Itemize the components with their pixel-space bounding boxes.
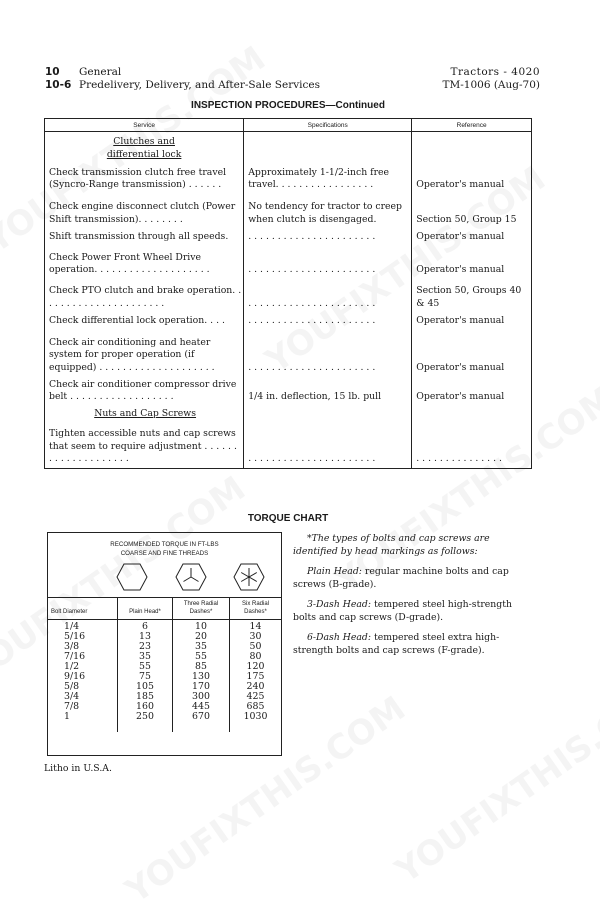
cell-six-dash: 80 bbox=[230, 652, 282, 662]
cell-bolt-diameter: 1/2 bbox=[64, 661, 80, 672]
col-header-bolt-diameter: Bolt Diameter bbox=[48, 598, 118, 620]
cell-bolt-diameter: 3/8 bbox=[64, 641, 80, 652]
cell-ref: Section 50, Groups 40 & 45 bbox=[412, 277, 532, 311]
cell-ref: Section 50, Group 15 bbox=[412, 192, 532, 227]
cell-service: Check PTO clutch and brake operation. . . . . . . . . . . . . . . . . . . . . . bbox=[45, 277, 244, 311]
torque-chart bbox=[47, 532, 282, 756]
page-header-right bbox=[442, 66, 540, 92]
footer-litho: Litho in U.S.A. bbox=[44, 763, 112, 774]
cell-spec: . . . . . . . . . . . . . . . . . . . . . . bbox=[244, 420, 412, 468]
table-row bbox=[45, 192, 532, 227]
inspection-table bbox=[44, 118, 532, 469]
cell-three-dash: 10 bbox=[173, 620, 230, 633]
cell-ref: Operator's manual bbox=[412, 374, 532, 404]
cell-bolt-diameter: 7/8 bbox=[64, 701, 80, 712]
cell-service: Check Power Front Wheel Drive operation. . . . . . . . . . . . . . . . . . . . bbox=[45, 243, 244, 277]
col-header-specifications: Specifications bbox=[244, 119, 412, 132]
cell-three-dash: 20 bbox=[173, 632, 230, 642]
subhead-clutches: Clutches and differential lock bbox=[45, 132, 244, 162]
cell-plain-head: 23 bbox=[118, 642, 173, 652]
cell-service: Check air conditioning and heater system for proper operation (if equipped) . . . . . . . . . . . . . . . . . . . . bbox=[45, 327, 244, 374]
cell-plain-head: 6 bbox=[118, 620, 173, 633]
cell-plain-head: 250 bbox=[118, 712, 173, 722]
cell-plain-head: 75 bbox=[118, 672, 173, 682]
cell-six-dash: 50 bbox=[230, 642, 282, 652]
inspection-title: INSPECTION PROCEDURES—Continued bbox=[191, 100, 385, 111]
cell-six-dash: 685 bbox=[230, 702, 282, 712]
note-plain-head: Plain Head: regular machine bolts and cap screws (B-grade). bbox=[293, 566, 509, 590]
col-header-plain-head: Plain Head* bbox=[118, 598, 173, 620]
section-name: General bbox=[79, 66, 122, 78]
cell-spec: Approximately 1-1/2-inch free travel. . . . . . . . . . . . . . . . . bbox=[244, 161, 412, 192]
table-row bbox=[45, 243, 532, 277]
cell-six-dash: 240 bbox=[230, 682, 282, 692]
torque-box-title-line2: COARSE AND FINE THREADS bbox=[120, 550, 209, 557]
table-row bbox=[45, 327, 532, 374]
cell-six-dash: 120 bbox=[230, 662, 282, 672]
cell-spec: . . . . . . . . . . . . . . . . . . . . . . bbox=[244, 277, 412, 311]
cell-three-dash: 85 bbox=[173, 662, 230, 672]
cell-service: Shift transmission through all speeds. bbox=[45, 226, 244, 243]
cell-spec: . . . . . . . . . . . . . . . . . . . . . . bbox=[244, 226, 412, 243]
torque-box-title-line1: RECOMMENDED TORQUE IN FT-LBS bbox=[110, 541, 219, 548]
cell-six-dash: 30 bbox=[230, 632, 282, 642]
torque-box-title bbox=[48, 540, 281, 558]
cell-three-dash: 170 bbox=[173, 682, 230, 692]
six-dash-head-icon bbox=[233, 563, 265, 591]
cell-six-dash: 1030 bbox=[230, 712, 282, 722]
subsection-name: Predelivery, Delivery, and After-Sale Services bbox=[79, 79, 320, 91]
cell-plain-head: 55 bbox=[118, 662, 173, 672]
page-header-left bbox=[45, 66, 320, 92]
page-sub-number: 10-6 bbox=[45, 79, 72, 91]
table-row bbox=[48, 632, 281, 642]
torque-table bbox=[48, 597, 281, 732]
cell-ref: . . . . . . . . . . . . . . . bbox=[412, 420, 532, 468]
bolt-head-icons bbox=[48, 558, 281, 594]
col-header-reference: Reference bbox=[412, 119, 532, 132]
cell-three-dash: 35 bbox=[173, 642, 230, 652]
notes-intro: *The types of bolts and cap screws are identified by head markings as follows: bbox=[293, 533, 490, 557]
cell-six-dash: 425 bbox=[230, 692, 282, 702]
cell-bolt-diameter: 5/8 bbox=[64, 681, 80, 692]
watermark bbox=[388, 669, 600, 892]
table-row bbox=[45, 404, 532, 421]
cell-ref: Operator's manual bbox=[412, 327, 532, 374]
table-row bbox=[45, 420, 532, 468]
cell-service: Check transmission clutch free travel (Syncro-Range transmission) . . . . . . bbox=[45, 161, 244, 192]
cell-ref: Operator's manual bbox=[412, 161, 532, 192]
cell-bolt-diameter: 1/4 bbox=[64, 621, 80, 632]
bolt-type-notes bbox=[293, 533, 531, 665]
cell-plain-head: 105 bbox=[118, 682, 173, 692]
table-row bbox=[48, 712, 281, 722]
cell-spec: . . . . . . . . . . . . . . . . . . . . . . bbox=[244, 310, 412, 327]
manual-id: TM-1006 (Aug-70) bbox=[442, 79, 540, 91]
cell-spec: . . . . . . . . . . . . . . . . . . . . . . bbox=[244, 243, 412, 277]
three-dash-head-icon bbox=[175, 563, 207, 591]
cell-three-dash: 300 bbox=[173, 692, 230, 702]
page-number: 10 bbox=[45, 66, 60, 78]
table-row bbox=[45, 310, 532, 327]
cell-bolt-diameter: 3/4 bbox=[64, 691, 80, 702]
cell-ref: Operator's manual bbox=[412, 310, 532, 327]
col-header-service: Service bbox=[45, 119, 244, 132]
cell-three-dash: 670 bbox=[173, 712, 230, 722]
cell-plain-head: 35 bbox=[118, 652, 173, 662]
col-header-three-dash: Three Radial Dashes* bbox=[173, 598, 230, 620]
cell-service: Check engine disconnect clutch (Power Shift transmission). . . . . . . . bbox=[45, 192, 244, 227]
cell-bolt-diameter: 5/16 bbox=[64, 631, 86, 642]
cell-spec: 1/4 in. deflection, 15 lb. pull bbox=[244, 374, 412, 404]
cell-service: Check air conditioner compressor drive belt . . . . . . . . . . . . . . . . . . bbox=[45, 374, 244, 404]
cell-plain-head: 185 bbox=[118, 692, 173, 702]
table-spacer bbox=[48, 722, 281, 732]
cell-three-dash: 130 bbox=[173, 672, 230, 682]
cell-service: Tighten accessible nuts and cap screws that seem to require adjustment . . . . . . . . . . . . . . . . . . . . bbox=[45, 420, 244, 468]
cell-six-dash: 175 bbox=[230, 672, 282, 682]
plain-head-icon bbox=[116, 563, 148, 591]
cell-three-dash: 55 bbox=[173, 652, 230, 662]
table-row bbox=[45, 226, 532, 243]
cell-spec: . . . . . . . . . . . . . . . . . . . . . . bbox=[244, 327, 412, 374]
table-row bbox=[45, 277, 532, 311]
cell-bolt-diameter: 1 bbox=[64, 711, 70, 722]
cell-six-dash: 14 bbox=[230, 620, 282, 633]
table-row bbox=[45, 374, 532, 404]
torque-title: TORQUE CHART bbox=[247, 513, 329, 524]
cell-plain-head: 160 bbox=[118, 702, 173, 712]
product-name: Tractors - 4020 bbox=[450, 66, 540, 78]
cell-service: Check differential lock operation. . . . bbox=[45, 310, 244, 327]
cell-ref: Operator's manual bbox=[412, 243, 532, 277]
cell-ref: Operator's manual bbox=[412, 226, 532, 243]
cell-three-dash: 445 bbox=[173, 702, 230, 712]
col-header-six-dash: Six Radial Dashes* bbox=[230, 598, 282, 620]
cell-bolt-diameter: 9/16 bbox=[64, 671, 86, 682]
note-three-dash: 3-Dash Head: tempered steel high-strength bolts and cap screws (D-grade). bbox=[293, 599, 512, 623]
note-six-dash: 6-Dash Head: tempered steel extra high-strength bolts and cap screws (F-grade). bbox=[293, 632, 500, 656]
cell-plain-head: 13 bbox=[118, 632, 173, 642]
cell-bolt-diameter: 7/16 bbox=[64, 651, 86, 662]
subhead-nuts: Nuts and Cap Screws bbox=[45, 404, 244, 421]
table-row bbox=[45, 161, 532, 192]
cell-spec: No tendency for tractor to creep when clutch is disengaged. bbox=[244, 192, 412, 227]
